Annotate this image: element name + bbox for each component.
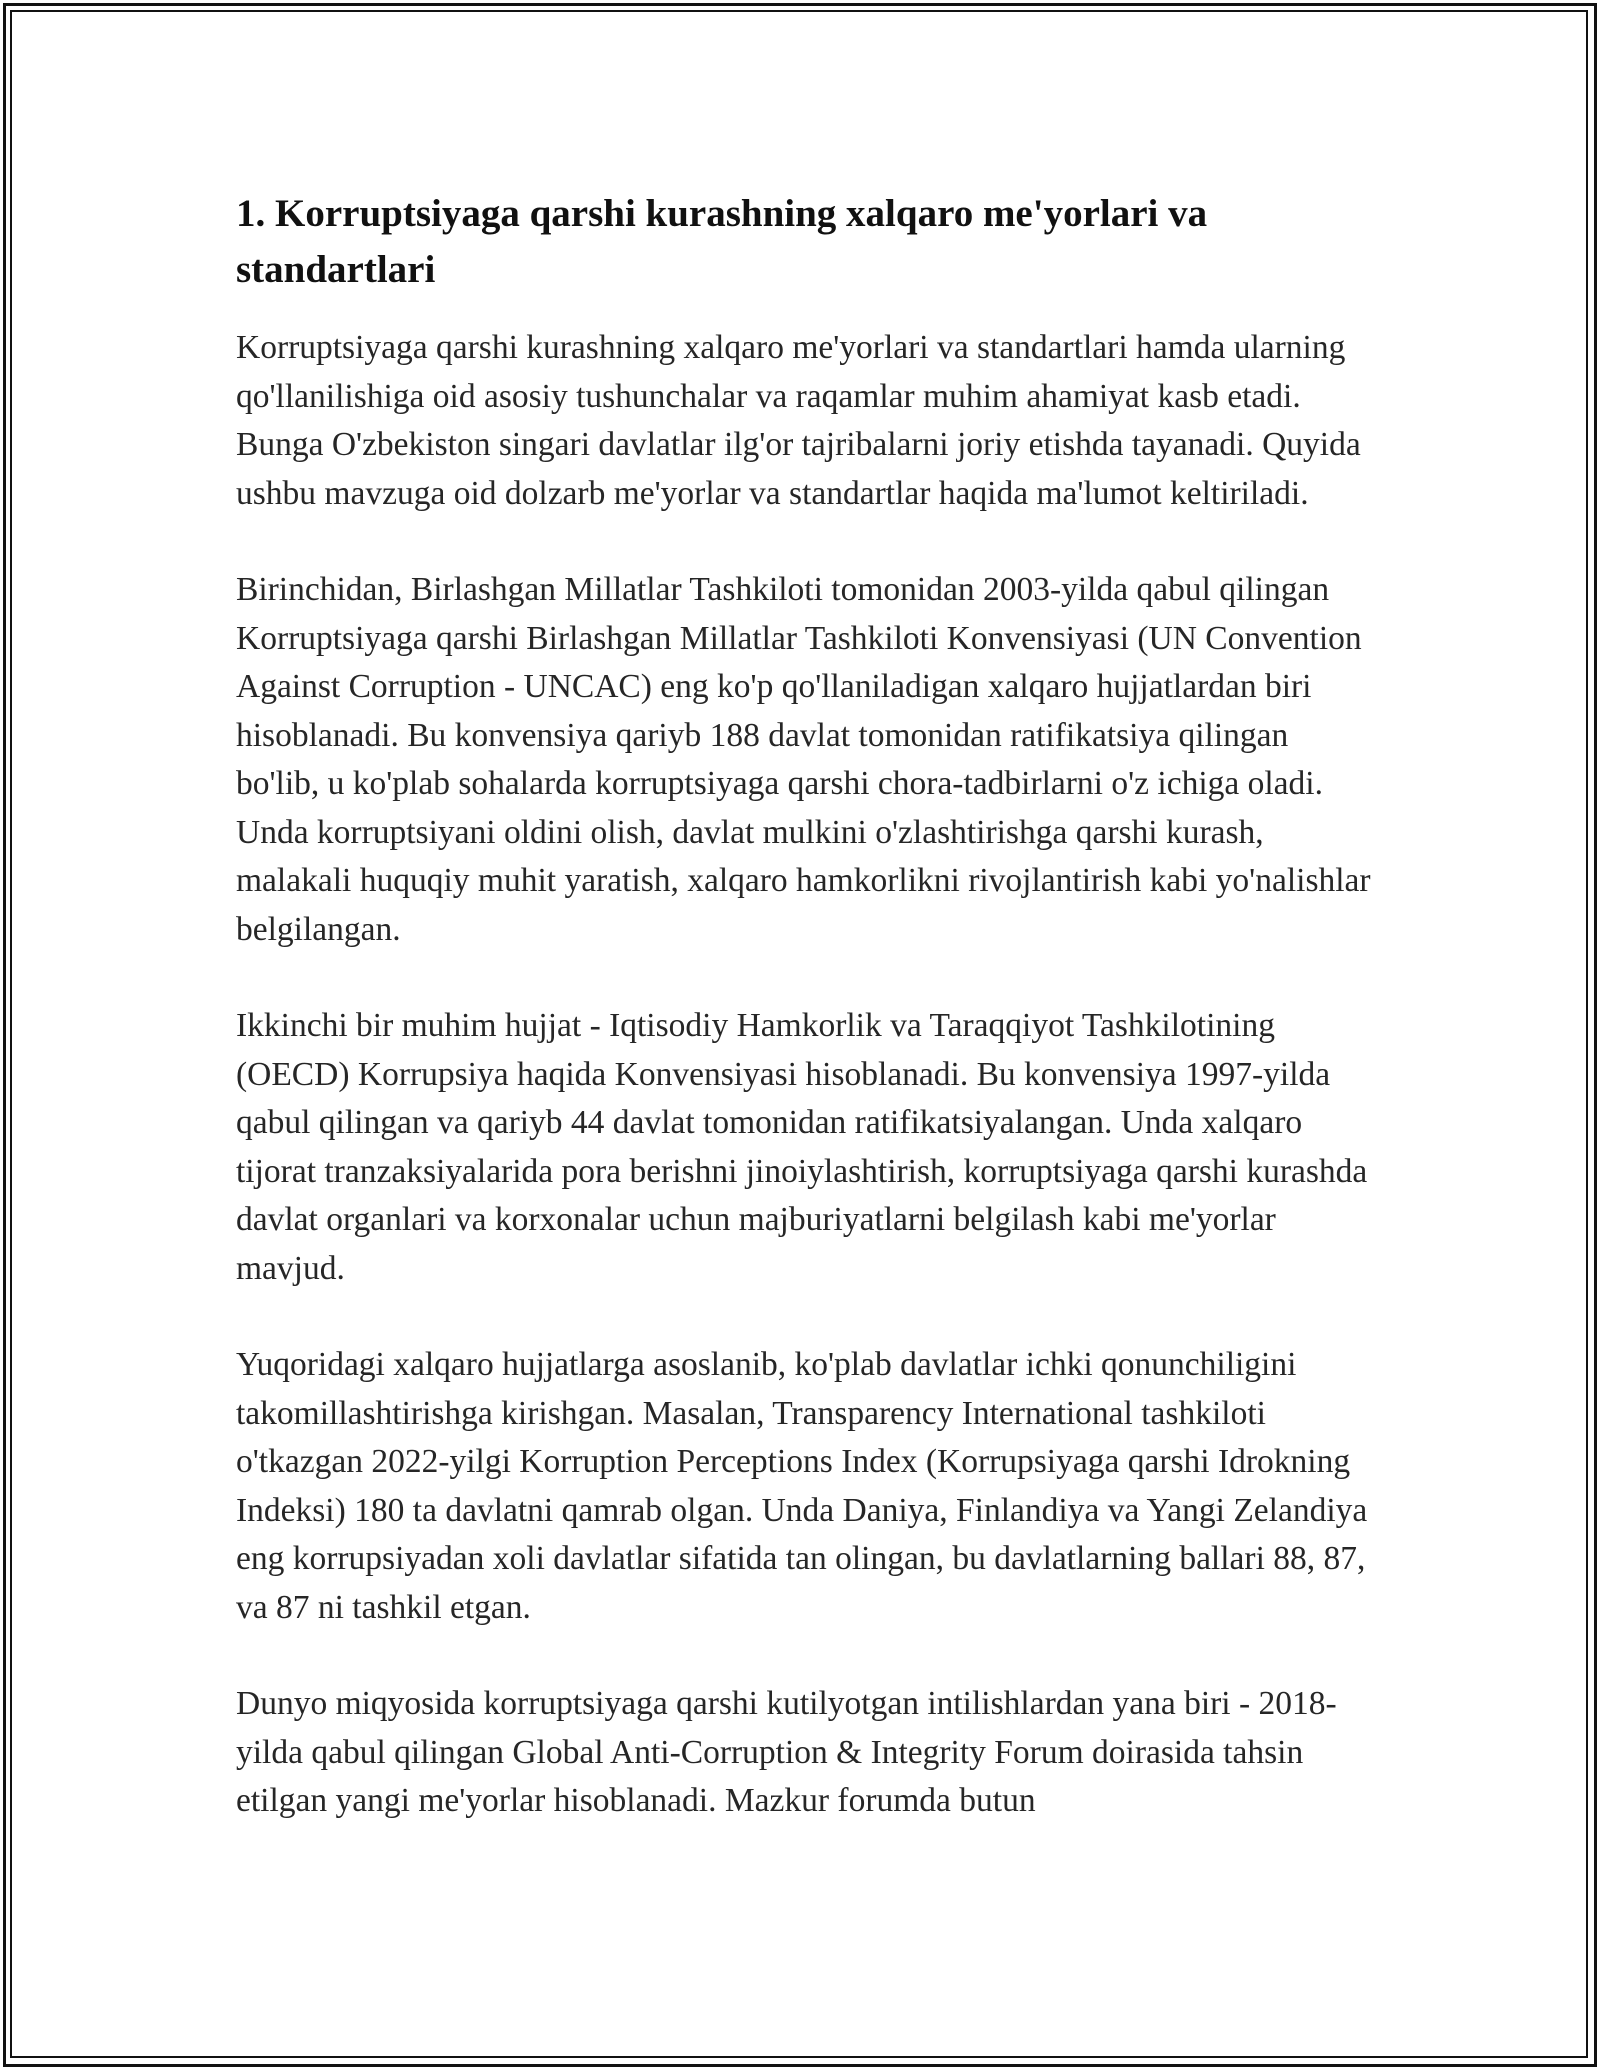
paragraph-cpi: Yuqoridagi xalqaro hujjatlarga asoslanib, ko'plab davlatlar ichki qonunchiligini takomillashtirishga kirishgan. Masalan, Transparency International tashkiloti o'tkazgan 2022-yilgi Korruption Perceptions Index (Korrupsiyaga qarshi Idrokning Indeksi) 180 ta davlatni qamrab olgan. Unda Daniya, Finlandiya va Yangi Zelandiya eng korrupsiyadan xoli davlatlar sifatida tan olingan, bu davlatlarning ballari 88, 87, va 87 ni tashkil etgan. [236,1346,1368,1626]
paragraph-global-forum: Dunyo miqyosida korruptsiyaga qarshi kutilyotgan intilishlardan yana biri - 2018-yilda qabul qilingan Global Anti-Corruption & Integrity Forum doirasida tahsin etilgan yangi me'yorlar hisoblanadi. Mazkur forumda butun [236,1685,1337,1819]
paragraph-intro: Korruptsiyaga qarshi kurashning xalqaro me'yorlari va standartlari hamda ularning qo'llanilishiga oid asosiy tushunchalar va raqamlar muhim ahamiyat kasb etadi. Bunga O'zbekiston singari davlatlar ilg'or tajribalarni joriy etishda tayanadi. Quyida ushbu mavzuga oid dolzarb me'yorlar va standartlar haqida ma'lumot keltiriladi. [236,329,1361,512]
section-heading: 1. Korruptsiyaga qarshi kurashning xalqaro me'yorlari va standartlari [236,192,1208,291]
document-body [236,186,1376,1874]
paragraph-oecd: Ikkinchi bir muhim hujjat - Iqtisodiy Hamkorlik va Taraqqiyot Tashkilotining (OECD) Korrupsiya haqida Konvensiyasi hisoblanadi. Bu konvensiya 1997-yilda qabul qilingan va qariyb 44 davlat tomonidan ratifikatsiyalangan. Unda xalqaro tijorat tranzaksiyalarida pora berishni jinoiylashtirish, korruptsiyaga qarshi kurashda davlat organlari va korxonalar uchun majburiyatlarni belgilash kabi me'yorlar mavjud. [236,1007,1368,1287]
paragraph-uncac: Birinchidan, Birlashgan Millatlar Tashkiloti tomonidan 2003-yilda qabul qilingan Korruptsiyaga qarshi Birlashgan Millatlar Tashkiloti Konvensiyasi (UN Convention Against Corruption - UNCAC) eng ko'p qo'llaniladigan xalqaro hujjatlardan biri hisoblanadi. Bu konvensiya qariyb 188 davlat tomonidan ratifikatsiya qilingan bo'lib, u ko'plab sohalarda korruptsiyaga qarshi chora-tadbirlarni o'z ichiga oladi. Unda korruptsiyani oldini olish, davlat mulkini o'zlashtirishga qarshi kurash, malakali huquqiy muhit yaratish, xalqaro hamkorlikni rivojlantirish kabi yo'nalishlar belgilangan. [236,571,1371,948]
